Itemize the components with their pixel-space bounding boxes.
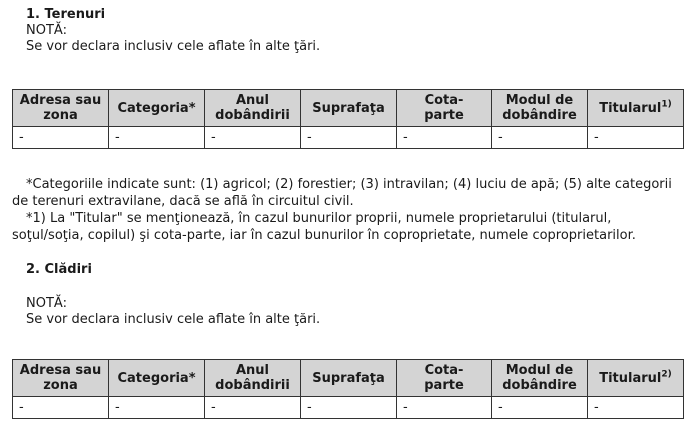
header-categoria: Categoria* <box>109 90 205 127</box>
header-modul: Modul de dobândire <box>492 90 588 127</box>
header-cota-parte: Cota- parte <box>397 90 492 127</box>
cell-cota-parte: - <box>397 127 492 149</box>
header-adresa: Adresa sau zona <box>13 360 109 397</box>
cell-titularul: - <box>588 397 684 419</box>
cell-suprafata: - <box>301 397 397 419</box>
nota-text: Se vor declara inclusiv cele aflate în alte ţări. <box>26 312 321 327</box>
footnote-marker: 1) <box>661 99 672 110</box>
section-heading-terenuri: 1. Terenuri <box>26 7 106 22</box>
cell-categoria: - <box>109 397 205 419</box>
cell-cota-parte: - <box>397 397 492 419</box>
cell-suprafata: - <box>301 127 397 149</box>
header-titularul: Titularul$^{1)}$ <box>588 90 684 127</box>
header-anul: Anul dobândirii <box>205 360 301 397</box>
header-suprafata: Suprafaţa <box>301 360 397 397</box>
header-anul: Anul dobândirii <box>205 90 301 127</box>
cell-modul: - <box>492 127 588 149</box>
cell-titularul: - <box>588 127 684 149</box>
header-modul: Modul de dobândire <box>492 360 588 397</box>
table-header-row <box>13 90 684 127</box>
header-cota-parte: Cota- parte <box>397 360 492 397</box>
table-header-row <box>13 360 684 397</box>
nota-label: NOTĂ: <box>26 296 67 311</box>
section-heading-cladiri: 2. Clădiri <box>26 262 92 277</box>
footnotes <box>12 176 684 244</box>
cell-categoria: - <box>109 127 205 149</box>
nota-label: NOTĂ: <box>26 23 67 38</box>
footnote-titular: *1) La "Titular" se menţionează, în cazul bunurilor proprii, numele proprietarului (titularul, soţul/soţia, copilul) şi cota-parte, iar în cazul bunurilor în coproprietate, numele coproprietarilor. <box>12 211 636 243</box>
header-suprafata: Suprafaţa <box>301 90 397 127</box>
cell-anul: - <box>205 127 301 149</box>
section-cladiri-intro <box>26 296 700 328</box>
header-titularul: Titularul$^{2)}$ <box>588 360 684 397</box>
nota-text: Se vor declara inclusiv cele aflate în alte ţări. <box>26 39 321 54</box>
footnote-categorii: *Categoriile indicate sunt: (1) agricol; (2) forestier; (3) intravilan; (4) luciu de apă; (5) alte categorii de terenuri extravilane, dacă se află în circuitul civil. <box>12 177 672 209</box>
table-row <box>13 397 684 419</box>
cell-modul: - <box>492 397 588 419</box>
cell-adresa: - <box>13 397 109 419</box>
cell-anul: - <box>205 397 301 419</box>
cell-adresa: - <box>13 127 109 149</box>
footnote-marker: 2) <box>661 369 672 380</box>
terenuri-table <box>12 89 684 149</box>
section-terenuri-intro <box>26 7 700 55</box>
header-categoria: Categoria* <box>109 360 205 397</box>
table-row <box>13 127 684 149</box>
cladiri-table <box>12 359 684 419</box>
header-adresa: Adresa sau zona <box>13 90 109 127</box>
